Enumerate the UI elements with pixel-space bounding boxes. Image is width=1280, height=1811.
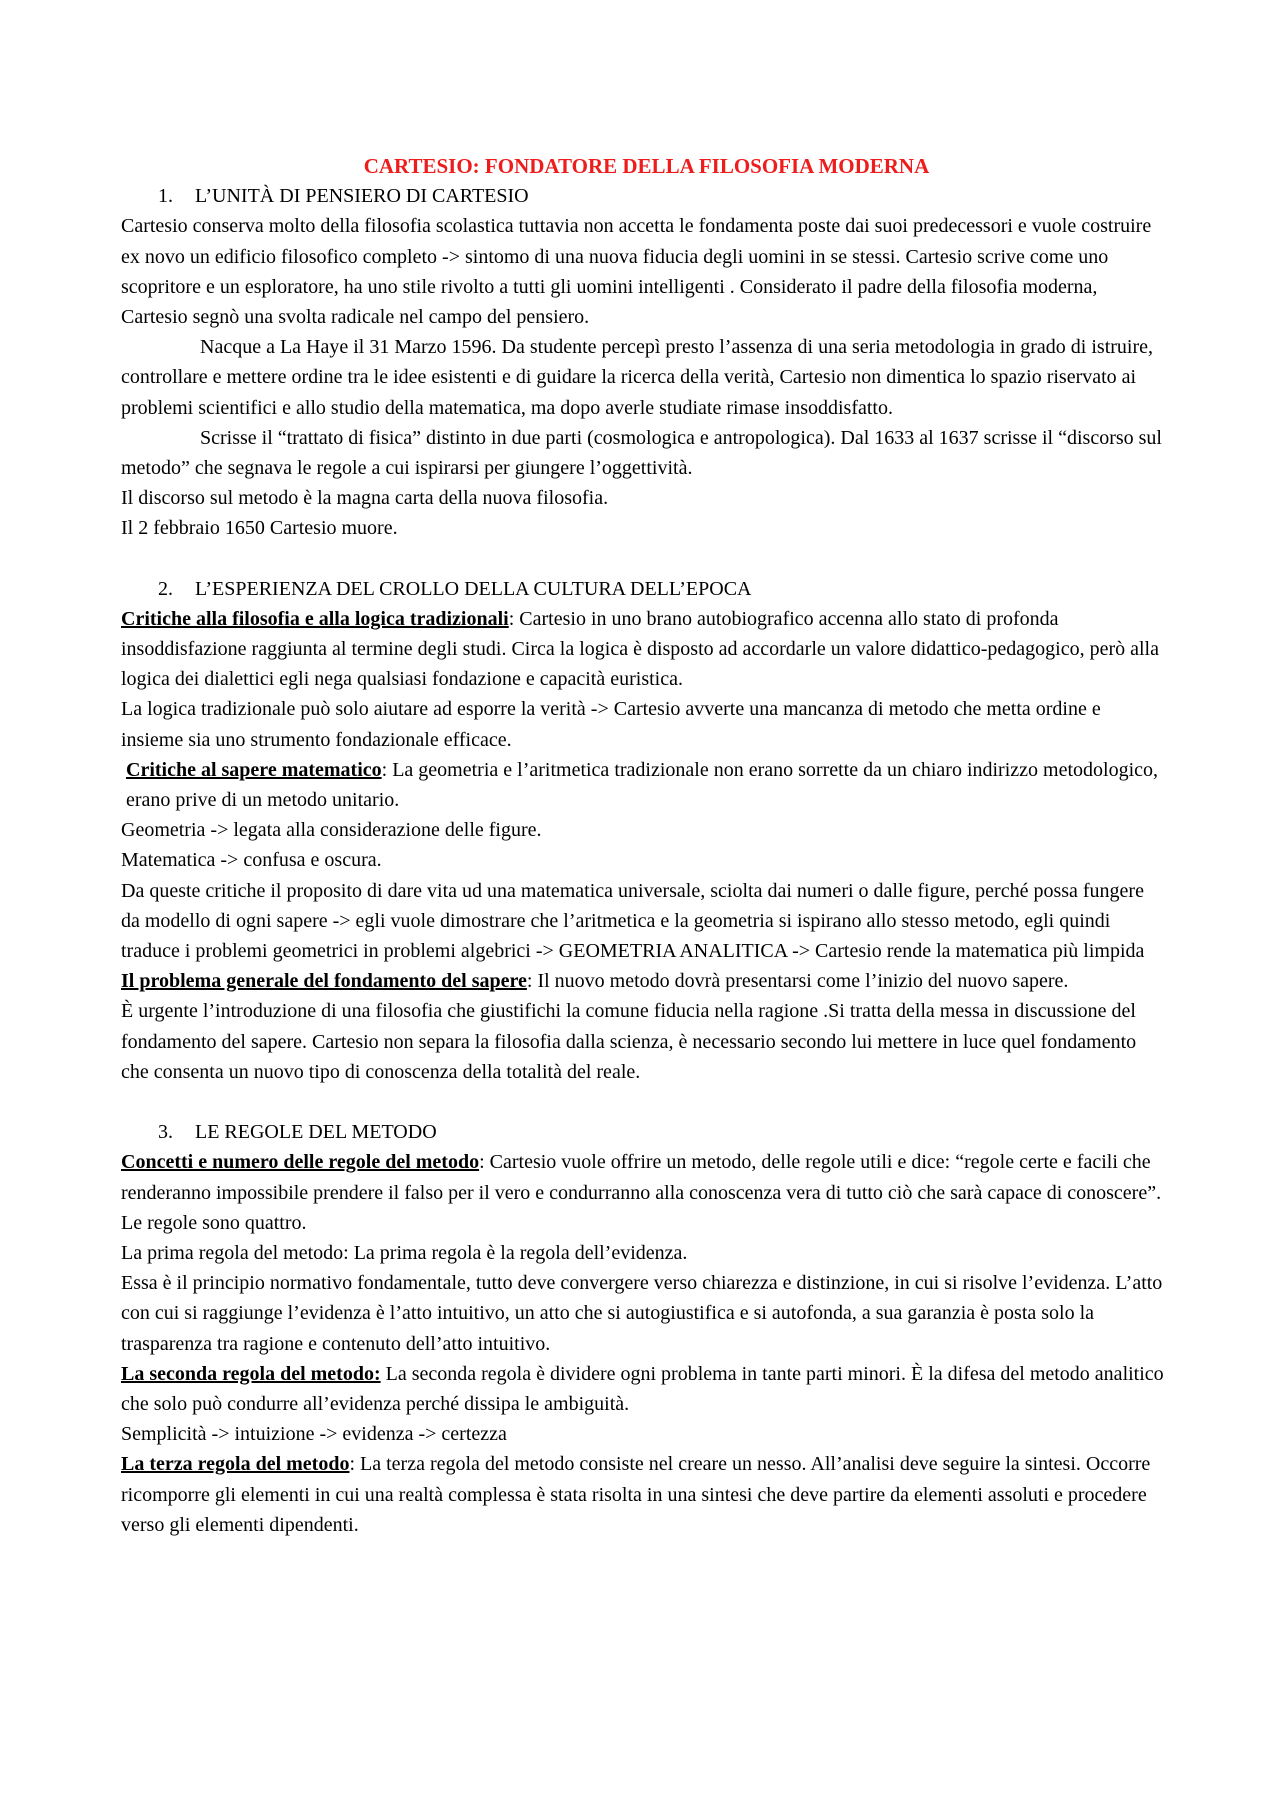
document-page (121, 151, 1166, 1540)
section-3-lead-3: La terza regola del metodo (121, 1453, 350, 1476)
document-title: CARTESIO: FONDATORE DELLA FILOSOFIA MODERNA (363, 154, 930, 178)
section-3-paragraph-6 (121, 1449, 1166, 1540)
section-2-paragraph-6: Da queste critiche il proposito di dare vita ud una matematica universale, sciolta dai numeri o dalle figure, perché possa fungere da modello di ogni sapere -> egli vuole dimostrare che l’aritmetica e la geometria si ispirano allo stesso metodo, egli quindi traduce i problemi geometrici in problemi algebrici -> GEOMETRIA ANALITICA -> Cartesio rende la matematica più limpida (121, 879, 1145, 963)
section-spacer (121, 1087, 1166, 1117)
section-1-heading (121, 181, 1166, 211)
section-2-paragraph-5: Matematica -> confusa e oscura. (121, 849, 382, 872)
section-3-title: LE REGOLE DEL METODO (195, 1121, 437, 1144)
section-2-paragraph-7 (121, 966, 1166, 996)
section-2-heading (121, 574, 1166, 604)
section-1-paragraph-4: Il discorso sul metodo è la magna carta della nuova filosofia. (121, 487, 609, 510)
section-3-paragraph-5: Semplicità -> intuizione -> evidenza -> certezza (121, 1423, 507, 1446)
section-3-lead-2: La seconda regola del metodo: (121, 1362, 381, 1385)
section-2-title: L’ESPERIENZA DEL CROLLO DELLA CULTURA DELL’EPOCA (195, 577, 752, 600)
section-2-text-1: : Cartesio in uno brano autobiografico accenna allo stato di profonda insoddisfazione raggiunta al termine degli studi. Circa la logica è disposto ad accordarle un valore didattico-pedagogico, però alla logica dei dialettici egli nega qualsiasi fondazione e capacità euristica. (121, 607, 1159, 691)
section-3-paragraph-3: Essa è il principio normativo fondamentale, tutto deve convergere verso chiarezza e distinzione, in cui si risolve l’evidenza. L’atto con cui si raggiunge l’evidenza è l’atto intuitivo, un atto che si autogiustifica e si autofonda, a sua garanzia è posta solo la trasparenza tra ragione e contenuto dell’atto intuitivo. (121, 1272, 1163, 1355)
section-3-paragraph-4 (121, 1359, 1166, 1419)
section-2-paragraph-8: È urgente l’introduzione di una filosofia che giustifichi la comune fiducia nella ragione .Si tratta della messa in discussione del fondamento del sapere. Cartesio non separa la filosofia dalla scienza, è necessario secondo lui mettere in luce quel fondamento che consenta un nuovo tipo di conoscenza della totalità del reale. (121, 1000, 1137, 1083)
section-2-text-2: : La geometria e l’aritmetica tradizionale non erano sorrette da un chiaro indirizzo metodologico, erano prive di un metodo unitario. (126, 758, 1159, 812)
section-3-text-2: La seconda regola è dividere ogni problema in tante parti minori. È la difesa del metodo analitico che solo può condurre all’evidenza perché dissipa le ambiguità. (121, 1362, 1164, 1415)
section-2-text-3: : Il nuovo metodo dovrà presentarsi come l’inizio del nuovo sapere. (526, 970, 1069, 993)
section-3-number: 3. (158, 1121, 173, 1144)
section-3-paragraph-2: La prima regola del metodo: La prima regola è la regola dell’evidenza. (121, 1241, 688, 1264)
section-1-paragraph-3: Scrisse il “trattato di fisica” distinto in due parti (cosmologica e antropologica). Dal 1633 al 1637 scrisse il “discorso sul metodo” che segnava le regole a cui ispirarsi per giungere l’oggettività. (121, 426, 1162, 480)
section-2-paragraph-4: Geometria -> legata alla considerazione delle figure. (121, 819, 542, 842)
section-3-lead-1: Concetti e numero delle regole del metodo (121, 1151, 480, 1174)
section-1-number: 1. (158, 185, 173, 208)
section-2-number: 2. (158, 577, 173, 600)
section-2-lead-2: Critiche al sapere matematico (126, 758, 382, 781)
section-3-heading (121, 1117, 1166, 1147)
section-1-paragraph-1: Cartesio conserva molto della filosofia scolastica tuttavia non accetta le fondamenta poste dai suoi predecessori e vuole costruire ex novo un edificio filosofico completo -> sintomo di una nuova fiducia degli uomini in se stessi. Cartesio scrive come uno scopritore e un esploratore, ha uno stile rivolto a tutti gli uomini intelligenti . Considerato il padre della filosofia moderna, Cartesio segnò una svolta radicale nel campo del pensiero. (121, 215, 1152, 329)
section-3-text-3: : La terza regola del metodo consiste nel creare un nesso. All’analisi deve seguire la sintesi. Occorre ricomporre gli elementi in cui una realtà complessa è stata risolta in una sintesi che deve partire da elementi assoluti e procedere verso gli elementi dipendenti. (121, 1453, 1151, 1536)
section-2-paragraph-3 (121, 755, 1166, 815)
section-2-lead-3: Il problema generale del fondamento del sapere (121, 970, 527, 993)
section-2-lead-1: Critiche alla filosofia e alla logica tradizionali (121, 607, 509, 630)
section-3-text-1: : Cartesio vuole offrire un metodo, delle regole utili e dice: “regole certe e facili che renderanno impossibile prendere il falso per il vero e condurranno alla conoscenza vera di tutto ciò che sarà capace di conoscere”. Le regole sono quattro. (121, 1151, 1162, 1234)
section-spacer (121, 544, 1166, 574)
section-1-paragraph-5: Il 2 febbraio 1650 Cartesio muore. (121, 517, 398, 540)
section-2-paragraph-2: La logica tradizionale può solo aiutare ad esporre la verità -> Cartesio avverte una mancanza di metodo che metta ordine e insieme sia uno strumento fondazionale efficace. (121, 698, 1101, 751)
section-1-title: L’UNITÀ DI PENSIERO DI CARTESIO (195, 185, 529, 208)
section-1-paragraph-2: Nacque a La Haye il 31 Marzo 1596. Da studente percepì presto l’assenza di una seria metodologia in grado di istruire, controllare e mettere ordine tra le idee esistenti e di guidare la ricerca della verità, Cartesio non dimentica lo spazio riservato ai problemi scientifici e allo studio della matematica, ma dopo averle studiate rimase insoddisfatto. (121, 336, 1154, 419)
section-3-paragraph-1 (121, 1147, 1166, 1238)
section-2-paragraph-1 (121, 604, 1166, 695)
